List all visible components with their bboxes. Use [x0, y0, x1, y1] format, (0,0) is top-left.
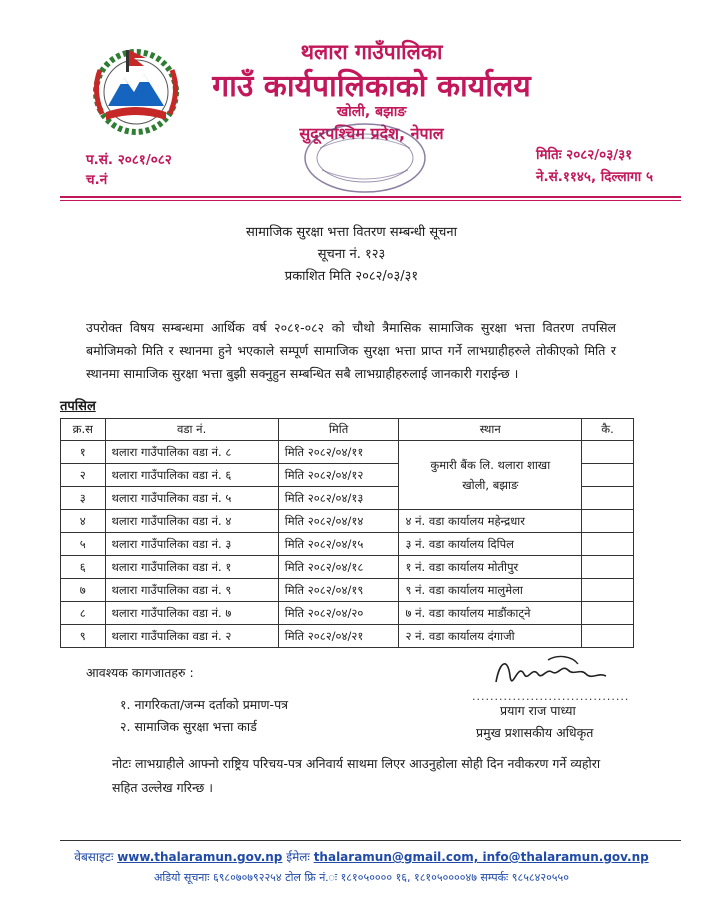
- row-ward: थलारा गाउँपालिका वडा नं. ८: [105, 441, 278, 464]
- row-ward: थलारा गाउँपालिका वडा नं. ७: [105, 602, 278, 625]
- row-place: ३ नं. वडा कार्यालय दिपिल: [399, 533, 582, 556]
- row-remark: [582, 464, 634, 487]
- row-date: मिति २०८२/०४/११: [278, 441, 399, 464]
- required-document-item: १. नागरिकता/जन्म दर्ताको प्रमाण-पत्र: [120, 697, 289, 712]
- row-remark: [582, 441, 634, 464]
- row-date: मिति २०८२/०४/१४: [278, 510, 399, 533]
- row-date: मिति २०८२/०४/१३: [278, 487, 399, 510]
- row-ward: थलारा गाउँपालिका वडा नं. ४: [105, 510, 278, 533]
- row-place-merged: [399, 441, 582, 510]
- row-serial: ३: [61, 487, 106, 510]
- row-place: १ नं. वडा कार्यालय मोतीपुर: [399, 556, 582, 579]
- table-row: [61, 625, 634, 648]
- row-ward: थलारा गाउँपालिका वडा नं. १: [105, 556, 278, 579]
- row-serial: ७: [61, 579, 106, 602]
- row-serial: २: [61, 464, 106, 487]
- row-remark: [582, 625, 634, 648]
- row-ward: थलारा गाउँपालिका वडा नं. २: [105, 625, 278, 648]
- row-remark: [582, 579, 634, 602]
- row-date: मिति २०८२/०४/१२: [278, 464, 399, 487]
- row-place: २ नं. वडा कार्यालय दंगाजी: [399, 625, 582, 648]
- footer-phone: अडियो सूचनाः ६९८०७०७९२२५४ टोल फ्रि नं.ः १८१०५०००० १६, १८१०५००००४७ सम्पर्कः ९८५८४२०५५०: [154, 871, 569, 884]
- schedule-heading: तपसिल: [60, 399, 96, 414]
- table-row: [61, 533, 634, 556]
- row-place: ९ नं. वडा कार्यालय मालुमेला: [399, 579, 582, 602]
- website-label: वेबसाइटः: [74, 850, 114, 864]
- signatory-title: प्रमुख प्रशासकीय अधिकृत: [476, 725, 594, 740]
- footer-contact: [0, 848, 703, 865]
- table-header-row: [61, 419, 634, 441]
- row-remark: [582, 556, 634, 579]
- row-remark: [582, 533, 634, 556]
- column-header: स्थान: [399, 419, 582, 441]
- email-link[interactable]: thalaramun@gmail.com, info@thalaramun.gov.np: [313, 850, 649, 864]
- notice-number: सूचना नं. १२३: [317, 247, 386, 262]
- letterhead-divider-thin: [60, 200, 681, 201]
- table-row: [61, 510, 634, 533]
- column-header: वडा नं.: [105, 419, 278, 441]
- row-date: मिति २०८२/०४/१९: [278, 579, 399, 602]
- date-block: [536, 144, 653, 188]
- distribution-schedule-table: [60, 418, 634, 648]
- reference-number: प.सं. २०८१/०८२: [86, 152, 172, 168]
- row-place: ४ नं. वडा कार्यालय महेन्द्रधार: [399, 510, 582, 533]
- notice-body: उपरोक्त विषय सम्बन्धमा आर्थिक वर्ष २०८१-०८२ को चौथो त्रैमासिक सामाजिक सुरक्षा भत्ता वितरण तपसिल बमोजिमको मिति र स्थानमा हुने भएकाले सम्पूर्ण सामाजिक सुरक्षा भत्ता प्राप्त गर्ने लाभग्राहीहरुले तोकीएको मिति र स्थानमा सामाजिक सुरक्षा भत्ता बुझी सक्नुहुन सम्बन्धित सबै लाभग्राहीहरुलाई जानकारी गराईन्छ ।: [86, 320, 616, 381]
- registration-number: ने.सं.११४५, दिल्लागा ५: [535, 169, 653, 185]
- row-ward: थलारा गाउँपालिका वडा नं. ६: [105, 464, 278, 487]
- table-row: [61, 579, 634, 602]
- column-header: कै.: [582, 419, 634, 441]
- footer-divider: [60, 840, 681, 841]
- table-row: [61, 441, 634, 464]
- office-name: गाउँ कार्यपालिकाको कार्यालय: [212, 69, 531, 104]
- office-location: खोली, बझाङ: [336, 104, 407, 120]
- notice-subject: सामाजिक सुरक्षा भत्ता वितरण सम्बन्धी सूचना: [246, 225, 457, 240]
- column-header: मिति: [278, 419, 399, 441]
- row-ward: थलारा गाउँपालिका वडा नं. ९: [105, 579, 278, 602]
- office-province: सुदूरपश्चिम प्रदेश, नेपाल: [299, 124, 444, 143]
- table-row: [61, 602, 634, 625]
- row-remark: [582, 487, 634, 510]
- row-serial: ५: [61, 533, 106, 556]
- row-place: ७ नं. वडा कार्यालय माडौंकाट्ने: [399, 602, 582, 625]
- notice-published-date: प्रकाशित मिति २०८२/०३/३१: [284, 269, 419, 284]
- merged-place-line: खोली, बझाङ: [462, 478, 519, 492]
- office-stamp-icon: [300, 118, 430, 196]
- column-header: क्र.स: [61, 419, 106, 441]
- letterhead-divider: [60, 196, 681, 198]
- row-remark: [582, 602, 634, 625]
- website-link[interactable]: www.thalaramun.gov.np: [117, 850, 283, 864]
- row-ward: थलारा गाउँपालिका वडा नं. ५: [105, 487, 278, 510]
- row-remark: [582, 510, 634, 533]
- reference-block: [86, 150, 172, 190]
- letter-date: मितिः २०८२/०३/३१: [535, 147, 633, 163]
- row-date: मिति २०८२/०४/१८: [278, 556, 399, 579]
- table-row: [61, 556, 634, 579]
- note-text: नोटः लाभग्राहीले आफ्नो राष्ट्रिय परिचय-पत्र अनिवार्य साथमा लिएर आउनुहोला सोही दिन नवीकरण गर्ने व्यहोरा सहित उल्लेख गरिन्छ ।: [112, 756, 601, 795]
- required-documents-label: आवश्यक कागजातहरु :: [86, 665, 194, 680]
- row-date: मिति २०८२/०४/२०: [278, 602, 399, 625]
- row-date: मिति २०८२/०४/१५: [278, 533, 399, 556]
- required-document-item: २. सामाजिक सुरक्षा भत्ता कार्ड: [120, 719, 257, 734]
- signature-line: ...................................: [472, 690, 630, 703]
- email-label: ईमेलः: [286, 850, 310, 864]
- row-serial: ६: [61, 556, 106, 579]
- merged-place-line: कुमारी बैंक लि. थलारा शाखा: [430, 458, 551, 472]
- row-ward: थलारा गाउँपालिका वडा नं. ३: [105, 533, 278, 556]
- municipality-name: थलारा गाउँपालिका: [300, 40, 443, 64]
- row-serial: ८: [61, 602, 106, 625]
- row-serial: १: [61, 441, 106, 464]
- row-date: मिति २०८२/०४/२१: [278, 625, 399, 648]
- dispatch-number: च.नं: [86, 172, 108, 188]
- signatory-name: प्रयाग राज पाध्या: [500, 703, 576, 718]
- row-serial: ९: [61, 625, 106, 648]
- row-serial: ४: [61, 510, 106, 533]
